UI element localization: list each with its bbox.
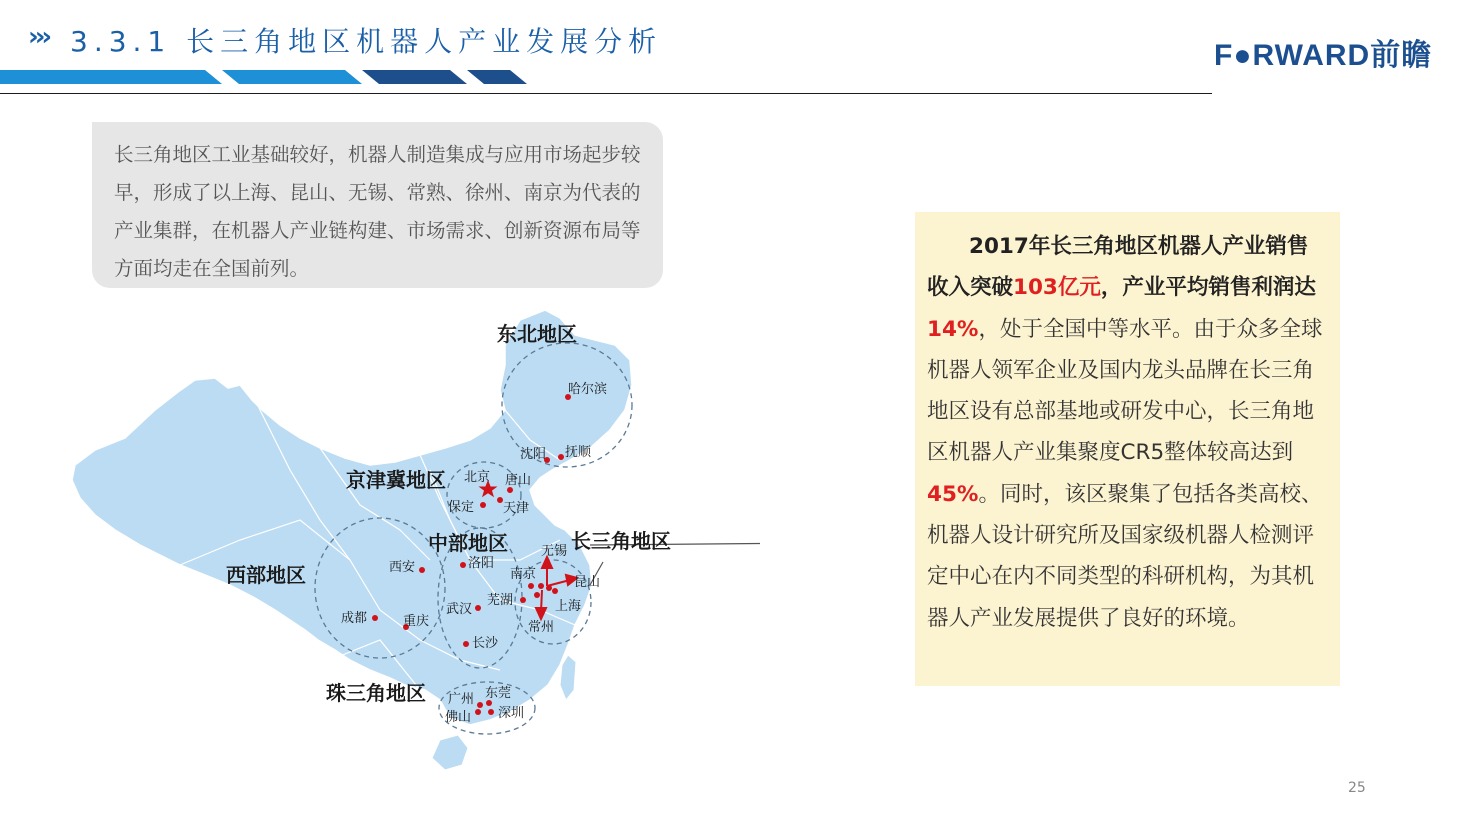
- city-label-shenzhen: 深圳: [498, 706, 525, 721]
- hainan-island-shape: [432, 735, 468, 770]
- china-mainland-shape: [72, 310, 632, 725]
- city-dot-chengdu: [372, 615, 378, 621]
- intro-text: 长三角地区工业基础较好，机器人制造集成与应用市场起步较早，形成了以上海、昆山、无锡、常熟、徐州、南京为代表的产业集群，在机器人产业链构建、市场需求、创新资源布局等方面均走在全国前列。: [114, 143, 641, 280]
- city-label-nanjing: 南京: [510, 567, 537, 582]
- city-label-wuhu: 芜湖: [487, 593, 514, 608]
- page-number: 25: [1348, 780, 1366, 796]
- city-label-chengdu: 成都: [341, 611, 368, 626]
- summary-part-2: ，产业平均销售利润达: [1100, 275, 1316, 301]
- china-map: [60, 295, 760, 785]
- city-label-harbin: 哈尔滨: [568, 382, 608, 397]
- region-label-northeast: 东北地区: [497, 322, 577, 346]
- summary-value-revenue: 103亿元: [1013, 275, 1101, 301]
- summary-text: [927, 226, 1327, 639]
- taiwan-island-shape: [560, 655, 576, 700]
- city-label-tangshan: 唐山: [505, 473, 532, 488]
- city-dot-nanjing: [528, 583, 534, 589]
- forward-logo: F●RWARD前瞻: [1214, 39, 1433, 72]
- city-dot-changzhou: [534, 592, 540, 598]
- city-label-wuxi: 无锡: [541, 544, 568, 559]
- page-title: 3.3.1 长三角地区机器人产业发展分析: [70, 25, 663, 58]
- summary-value-profit: 14%: [927, 316, 979, 342]
- city-label-luoyang: 洛阳: [468, 556, 495, 571]
- city-label-beijing: 北京: [464, 470, 491, 485]
- region-label-yangtze: 长三角地区: [571, 529, 671, 553]
- region-label-jingjinji: 京津冀地区: [346, 468, 446, 492]
- city-label-tianjin: 天津: [503, 501, 530, 516]
- city-label-foshan: 佛山: [445, 710, 472, 725]
- city-label-guangzhou: 广州: [448, 692, 475, 707]
- city-label-shenyang: 沈阳: [520, 447, 547, 462]
- city-dot-foshan: [475, 709, 481, 715]
- header-divider: [0, 93, 1212, 94]
- city-label-chongqing: 重庆: [403, 614, 430, 629]
- city-label-changzhou: 常州: [528, 620, 555, 635]
- city-dot-luoyang: [460, 562, 466, 568]
- city-dot-guangzhou: [477, 702, 483, 708]
- summary-part-3: ，处于全国中等水平。由于众多全球机器人领军企业及国内龙头品牌在长三角地区设有总部基地或研发中心，长三角地区机器人产业集聚度CR5整体较高达到: [927, 316, 1323, 466]
- city-label-baoding: 保定: [448, 500, 475, 515]
- city-dot-wuxi: [538, 583, 544, 589]
- city-dot-wuhu: [520, 597, 526, 603]
- city-label-fushun: 抚顺: [565, 445, 592, 460]
- summary-value-cr5: 45%: [927, 481, 979, 507]
- header-stripes: [0, 70, 540, 84]
- city-dot-baoding: [480, 502, 486, 508]
- city-label-dongguan: 东莞: [485, 686, 512, 701]
- city-dot-shanghai: [552, 588, 558, 594]
- region-label-west: 西部地区: [226, 563, 306, 587]
- city-dot-changsha: [463, 641, 469, 647]
- city-label-changsha: 长沙: [472, 636, 499, 651]
- region-label-central: 中部地区: [428, 531, 508, 555]
- city-dot-shenzhen: [488, 709, 494, 715]
- city-label-wuhan: 武汉: [446, 602, 473, 617]
- city-dot-fushun: [558, 454, 564, 460]
- city-dot-wuhan: [475, 605, 481, 611]
- city-label-shanghai: 上海: [555, 599, 582, 614]
- region-label-pearl: 珠三角地区: [326, 681, 426, 705]
- city-dot-xian: [419, 567, 425, 573]
- summary-part-4: 。同时，该区聚集了包括各类高校、机器人设计研究所及国家级机器人检测评定中心在内不同类型的科研机构，为其机器人产业发展提供了良好的环境。: [927, 481, 1323, 631]
- city-label-xian: 西安: [389, 560, 416, 575]
- summary-part-1: 2017年长三角地区机器人产业销售收入突破: [927, 234, 1309, 301]
- title-chevron-icon: ›››: [28, 22, 49, 52]
- city-label-kunshan: 昆山: [574, 575, 601, 590]
